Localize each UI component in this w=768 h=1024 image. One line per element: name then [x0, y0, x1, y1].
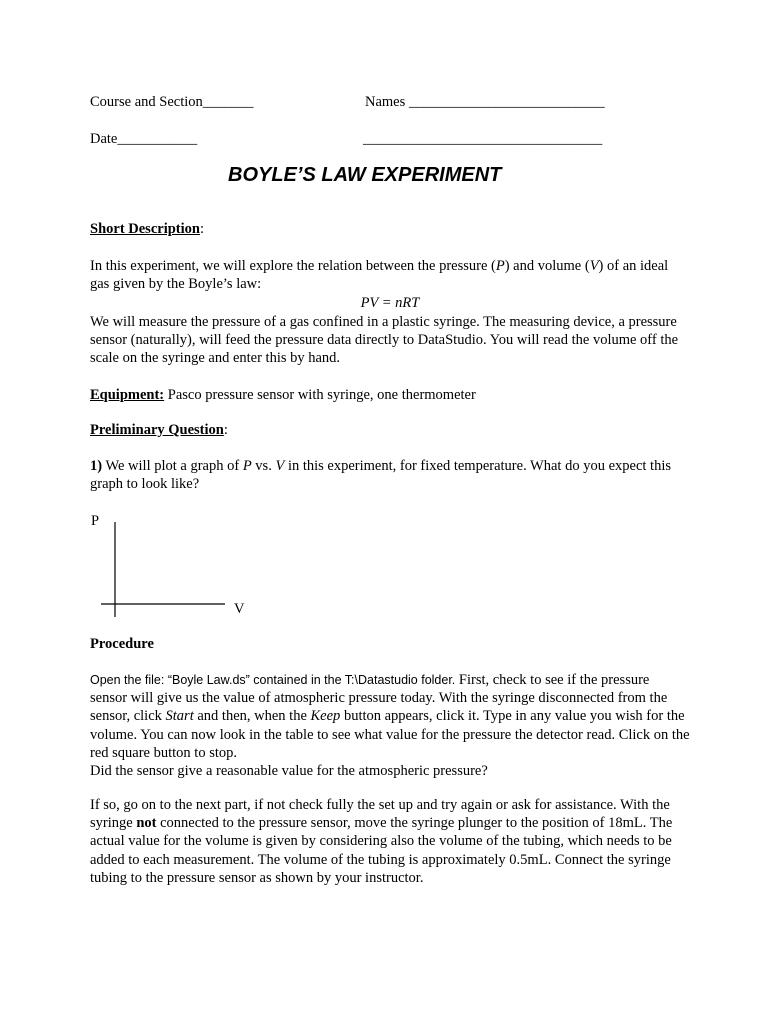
page-title: BOYLE’S LAW EXPERIMENT — [228, 164, 502, 186]
names-blank-line: _________________________________ — [363, 131, 603, 147]
short-description-paragraph-1: In this experiment, we will explore the relation between the pressure (P) and volume (V) of an ideal gas given by the Boyle’s law: — [90, 258, 669, 293]
date-field: Date___________ — [90, 131, 198, 147]
v-axis-label: V — [234, 601, 245, 617]
procedure-paragraph-2: If so, go on to the next part, if not check fully the set up and try again or ask for assistance. With the syringe not connected to the pressure sensor, move the syringe plunger to the position of 18mL. The actual value for the volume is given by considering also the volume of the tubing, which needs to be added to each measurement. The volume of the tubing is approximately 0.5mL. Connect the syringe tubing to the pressure sensor as shown by your instructor. — [90, 797, 673, 886]
short-description-heading: Short Description: — [90, 221, 204, 237]
preliminary-question-heading: Preliminary Question: — [90, 422, 228, 438]
preliminary-question-text: 1) We will plot a graph of P vs. V in this experiment, for fixed temperature. What do you expect this graph to look like? — [90, 458, 671, 493]
course-section-field: Course and Section_______ — [90, 94, 254, 110]
equipment-line: Equipment: Pasco pressure sensor with syringe, one thermometer — [90, 387, 476, 403]
short-description-paragraph-2: We will measure the pressure of a gas confined in a plastic syringe. The measuring device, a pressure sensor (naturally), will feed the pressure data directly to DataStudio. You will read the volume off the scale on the syringe and enter this by hand. — [90, 314, 679, 367]
procedure-paragraph-1: Open the file: “Boyle Law.ds” contained in the T:\Datastudio folder. First, check to see if the pressure sensor will give us the value of atmospheric pressure today. With the syringe disconnected from the sensor, click Start and then, when the Keep button appears, click it. Type in any value you wish for the volume. You can now look in the table to see what value for the pressure the detector read. Click on the red square button to stop. Did the sensor give a reasonable value for the atmospheric pressure? — [90, 672, 690, 780]
p-axis-label: P — [91, 513, 100, 529]
procedure-heading: Procedure — [90, 636, 154, 652]
boyles-law-equation: PV = nRT — [360, 295, 420, 311]
names-field: Names ___________________________ — [365, 94, 605, 110]
